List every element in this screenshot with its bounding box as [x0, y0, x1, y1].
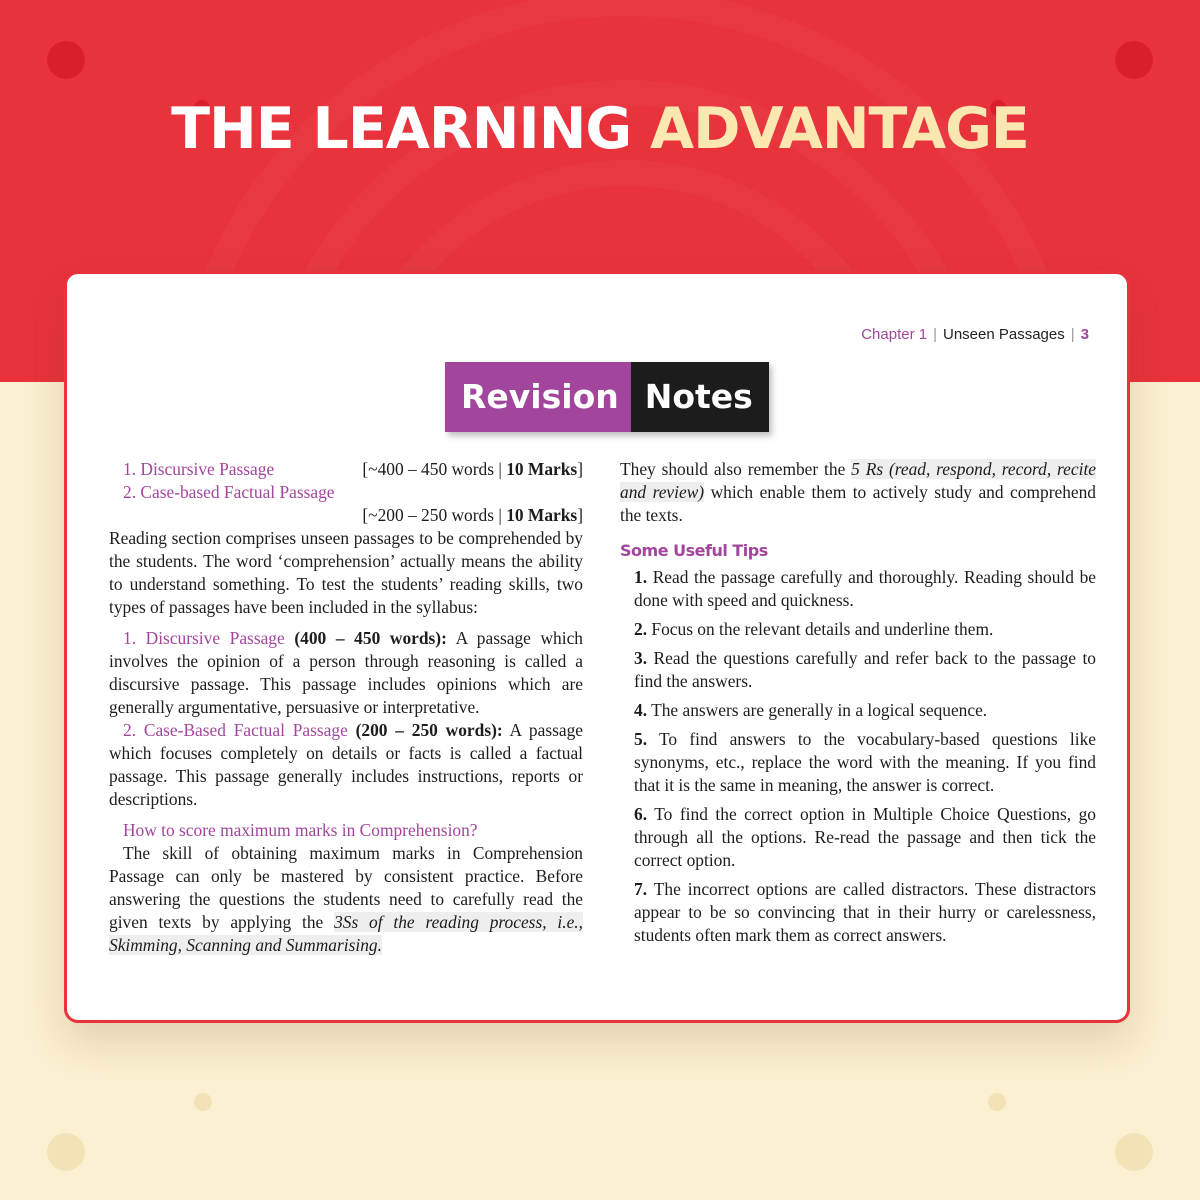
discursive-paragraph: [109, 627, 583, 719]
section-heading: How to score maximum marks in Comprehension?: [123, 820, 478, 840]
decorative-dot: [1115, 41, 1153, 79]
discursive-label: 1. Discursive Passage: [123, 628, 285, 648]
case-based-label: 2. Case-Based Factual Passage: [123, 720, 348, 740]
banner-part-1: Revision: [445, 362, 631, 432]
passage-type-meta: [~200 – 250 words | 10 Marks]: [362, 505, 583, 525]
decorative-dot: [47, 1133, 85, 1171]
highlighted-text: 3Ss of the reading process, i.e., Skimming, Scanning and Summarising.: [109, 912, 583, 955]
case-based-paragraph: [109, 719, 583, 811]
page-number: 3: [1080, 326, 1089, 343]
revision-notes-banner: [445, 362, 769, 432]
tip-item: 6. To find the correct option in Multiple Choice Questions, go through all the options. Re-read the passage and then tick the correct option.: [634, 804, 1096, 870]
passage-type-label: 2. Case-based Factual Passage: [123, 482, 335, 502]
section-label: Unseen Passages: [943, 326, 1065, 343]
separator: |: [933, 326, 937, 343]
decorative-dot: [47, 41, 85, 79]
decorative-dot: [194, 1093, 212, 1111]
passage-type-row: [109, 458, 583, 481]
discursive-words: (400 – 450 words):: [294, 628, 447, 648]
five-rs-paragraph: They should also remember the 5 Rs (read, respond, record, recite and review) which enable them to actively study and comprehend the texts.: [620, 459, 1097, 525]
right-column: [620, 458, 1096, 953]
headline-white: THE LEARNING: [171, 96, 632, 162]
left-column: [109, 458, 583, 957]
tip-item: 7. The incorrect options are called distractors. These distractors appear to be so convincing that in their hurry or carelessness, students often mark them as correct answers.: [634, 879, 1096, 945]
running-head: [861, 326, 1089, 343]
separator: |: [1070, 326, 1075, 343]
passage-type-label: 1. Discursive Passage: [123, 459, 275, 479]
passage-type-meta: [~400 – 450 words | 10 Marks]: [362, 459, 583, 479]
tip-item: 1. Read the passage carefully and thoroughly. Reading should be done with speed and quickness.: [634, 567, 1096, 610]
tip-item: 4. The answers are generally in a logical sequence.: [634, 700, 988, 720]
tip-item: 3. Read the questions carefully and refer back to the passage to find the answers.: [634, 648, 1097, 691]
headline-accent: ADVANTAGE: [650, 96, 1029, 162]
tip-item: 2. Focus on the relevant details and underline them.: [634, 619, 994, 639]
case-based-words: (200 – 250 words):: [355, 720, 503, 740]
chapter-label: Chapter 1: [861, 326, 928, 343]
tip-item: 5. To find answers to the vocabulary-based questions like synonyms, etc., replace the word with the meaning. If you find that it is the same in meaning, the answer is correct.: [634, 729, 1096, 795]
discursive-text: A passage which involves the opinion of a person through reasoning is called a discursive passage. This passage includes opinions which are generally argumentative, persuasive or interpretative.: [109, 628, 583, 717]
case-based-text: A passage which focuses completely on details or facts is called a factual passage. This passage generally includes instructions, reports or descriptions.: [109, 720, 583, 809]
intro-paragraph: Reading section comprises unseen passages to be comprehended by the students. The word ‘comprehension’ actually means the ability to understand something. To test the students’ reading skills, two types of passages have been included in the syllabus:: [109, 528, 583, 617]
score-paragraph: The skill of obtaining maximum marks in Comprehension Passage can only be mastered by consistent practice. Before answering the questions the students need to carefully read the given texts by applying the 3Ss of the reading process, i.e., Skimming, Scanning and Summarising.: [109, 843, 583, 955]
banner-part-2: Notes: [631, 362, 769, 432]
decorative-dot: [988, 1093, 1006, 1111]
page-headline: [0, 96, 1200, 162]
decorative-dot: [1115, 1133, 1153, 1171]
book-page-card: [64, 271, 1130, 1023]
highlighted-text: 5 Rs (read, respond, record, recite and review): [620, 459, 1096, 502]
tips-heading: Some Useful Tips: [620, 541, 768, 560]
